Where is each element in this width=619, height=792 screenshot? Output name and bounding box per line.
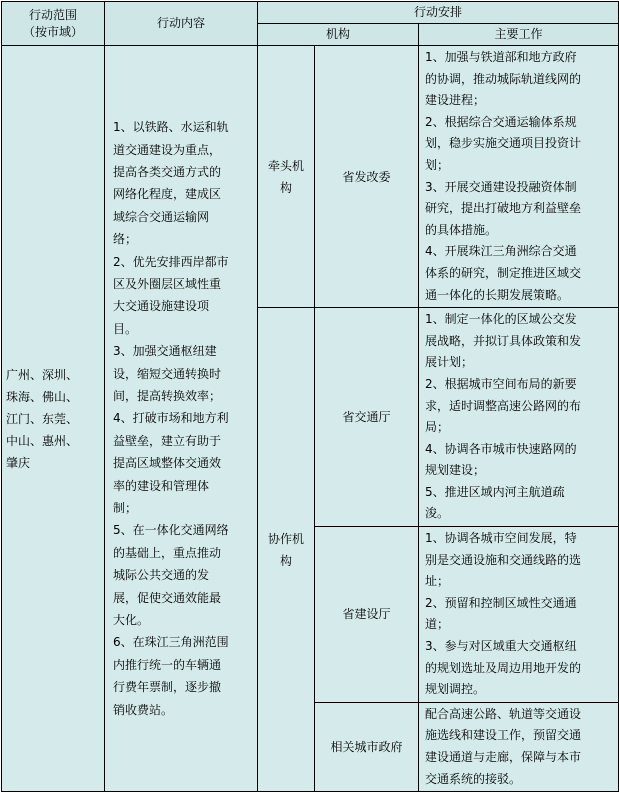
work-line: 求，适时调整高速公路网的布: [425, 398, 582, 413]
work-line: 局；: [425, 420, 450, 435]
content-line: 络；: [113, 232, 138, 247]
lead-org-cell: 省发改委: [315, 46, 419, 308]
content-line: 提高各类交通方式的: [113, 164, 222, 179]
header-scope-line-1: 行动范围: [28, 7, 77, 22]
action-table-container: [1, 1, 618, 786]
content-line: 间，提高转换效率；: [113, 388, 222, 403]
content-line: 益壁垒，建立有助于: [113, 433, 222, 448]
header-arrangement: 行动安排: [258, 2, 619, 24]
work-line: 的规划选址及周边用地开发的: [425, 660, 582, 675]
header-scope-line-2: （按市域）: [22, 24, 83, 39]
work-line: 别是交通设施和交通线路的选: [425, 552, 582, 567]
work-line: 建设通道与走廊，保障与本市: [425, 750, 582, 764]
coop-category-cell: [258, 308, 315, 792]
header-work: 主要工作: [419, 24, 619, 46]
content-line: 6、在珠江三角洲范围: [113, 635, 229, 650]
work-line: 1、制定一体化的区域公交发: [425, 312, 577, 327]
lead-work-cell: [419, 46, 619, 308]
scope-line: 中山、惠州、: [6, 433, 79, 448]
content-line: 大交通设施建设项: [113, 299, 210, 314]
scope-line: 珠海、佛山、: [6, 389, 79, 404]
lead-work-line: 划；: [425, 157, 450, 172]
lead-work-line: 1、加强与铁道部和地方政府: [425, 50, 577, 64]
work-line: 交通系统的接驳。: [425, 771, 522, 786]
content-line: 4、打破市场和地方利: [113, 411, 229, 426]
content-line: 城际公共交通的发: [113, 568, 210, 583]
scope-line: 江门、东莞、: [6, 411, 79, 426]
content-line: 目。: [113, 321, 138, 336]
content-line: 制；: [113, 501, 138, 516]
lead-work-line: 的具体措施。: [425, 222, 498, 237]
work-line: 配合高速公路、轨道等交通设: [425, 706, 582, 721]
content-line: 的基础上，重点推动: [113, 545, 222, 560]
lead-work-line: 通一体化的长期发展策略。: [425, 287, 570, 302]
work-line: 规划建设；: [425, 463, 486, 478]
org-transport-dept: 省交通厅: [315, 308, 419, 527]
scope-line: 广州、深圳、: [6, 367, 79, 382]
row-lead: [2, 46, 619, 308]
content-line: 2、优先安排西岸都市: [113, 254, 229, 269]
lead-work-line: 划，稳步实施交通项目投资计: [425, 136, 582, 151]
lead-work-line: 体系的研究，制定推进区域交: [425, 265, 582, 280]
scope-line: 肇庆: [6, 455, 31, 470]
work-line: 展计划；: [425, 355, 474, 370]
header-content: 行动内容: [105, 2, 258, 46]
lead-work-line: 3、开展交通建设投融资体制: [425, 179, 577, 194]
content-line: 道交通建设为重点，: [113, 142, 222, 157]
work-construction-dept: [419, 527, 619, 703]
work-line: 2、根据城市空间布局的新要: [425, 376, 577, 391]
content-line: 域综合交通运输网: [113, 209, 210, 224]
coop-category-line: 协作机: [267, 531, 304, 546]
org-city-gov: 相关城市政府: [315, 702, 419, 791]
lead-work-line: 的协调，推动城际轨道线网的: [425, 71, 582, 86]
work-line: 2、预留和控制区域性交通通: [425, 595, 577, 610]
content-line: 率的建设和管理体: [113, 478, 210, 493]
content-line: 行费年票制，逐步撤: [113, 680, 222, 695]
work-line: 址；: [425, 574, 450, 589]
work-transport-dept: [419, 308, 619, 527]
content-line: 5、在一体化交通网络: [113, 523, 229, 538]
action-table: [1, 1, 619, 792]
content-line: 设，缩短交通转换时: [113, 366, 222, 381]
lead-work-line: 4、开展珠江三角洲综合交通: [425, 244, 577, 259]
work-line: 5、推进区域内河主航道疏: [425, 484, 565, 499]
lead-work-line: 建设进程；: [425, 93, 486, 108]
work-line: 展战略，并拟订具体政策和发: [425, 333, 582, 348]
work-line: 道；: [425, 617, 450, 632]
lead-work-line: 2、根据综合交通运输体系规: [425, 114, 577, 129]
content-line: 1、以铁路、水运和轨: [113, 120, 229, 135]
work-line: 浚。: [425, 506, 450, 521]
header-org: 机构: [258, 24, 419, 46]
work-line: 4、协调各市城市快速路网的: [425, 441, 577, 456]
work-line: 施选线和建设工作，预留交通: [425, 728, 582, 743]
header-row-1: [2, 2, 619, 24]
content-line: 区及外圈层区域性重: [113, 276, 222, 291]
content-line: 网络化程度，建成区: [113, 187, 222, 202]
content-line: 展，促使交通效能最: [113, 590, 222, 605]
content-line: 内推行统一的车辆通: [113, 657, 222, 672]
content-cell: [105, 46, 258, 792]
org-construction-dept: 省建设厅: [315, 527, 419, 703]
work-city-gov: [419, 702, 619, 791]
lead-work-line: 研究，提出打破地方利益壁垒: [425, 201, 582, 216]
coop-category-line: 构: [279, 553, 292, 568]
content-line: 提高区域整体交通效: [113, 456, 222, 471]
content-line: 销收费站。: [113, 702, 174, 717]
lead-category-cell: [258, 46, 315, 308]
lead-category-line: 构: [279, 180, 292, 195]
scope-cell: [2, 46, 105, 792]
header-scope: [2, 2, 105, 46]
content-line: 3、加强交通枢纽建: [113, 344, 217, 359]
work-line: 规划调控。: [425, 682, 486, 697]
content-line: 大化。: [113, 613, 150, 628]
lead-category-line: 牵头机: [267, 158, 304, 173]
work-line: 3、参与对区域重大交通枢纽: [425, 639, 577, 654]
work-line: 1、协调各城市空间发展，特: [425, 531, 577, 546]
